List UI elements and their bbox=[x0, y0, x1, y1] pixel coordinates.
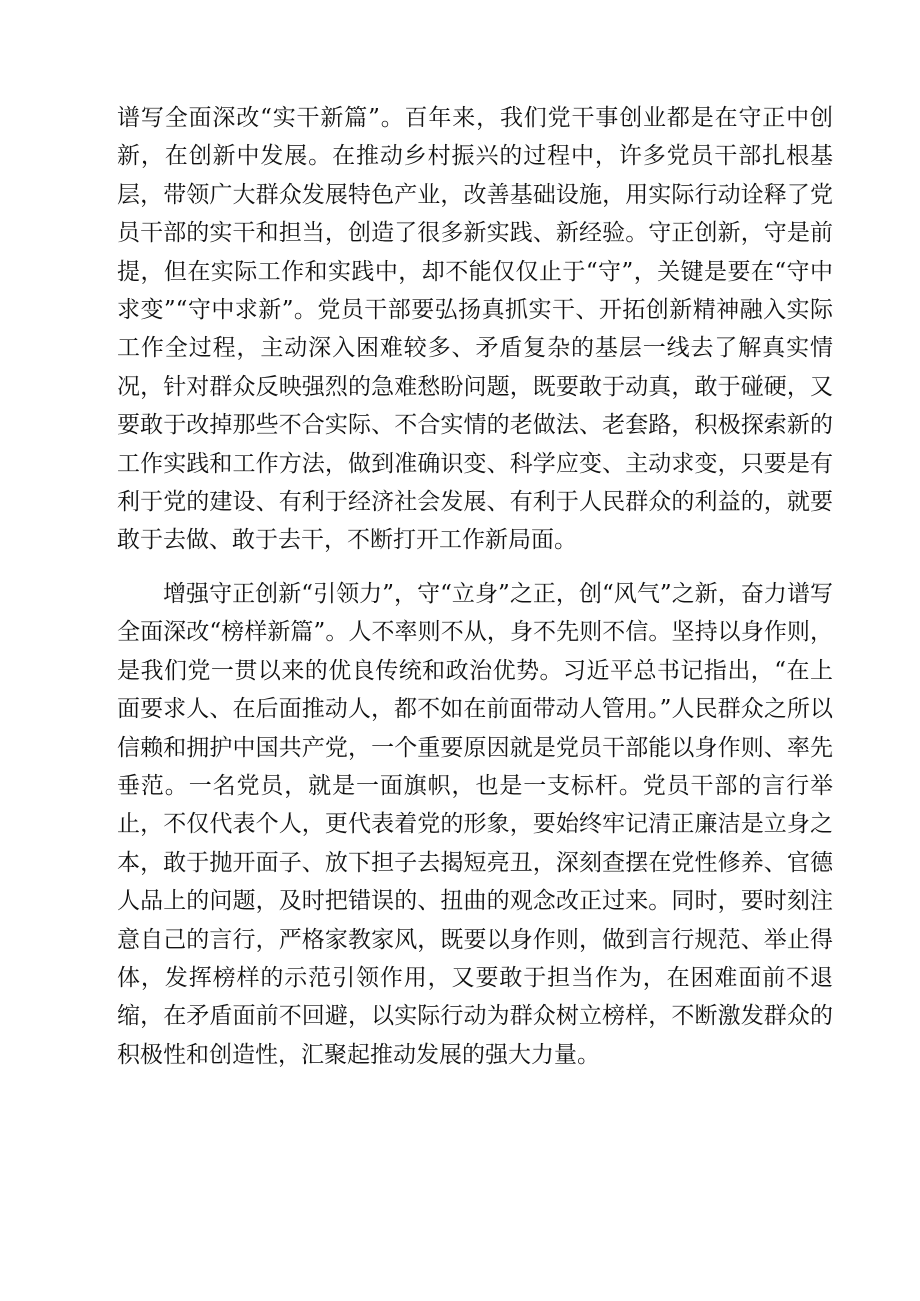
paragraph-2: 增强守正创新“引领力”，守“立身”之正，创“风气”之新，奋力谱写全面深改“榜样新篇”。人不率则不从，身不先则不信。坚持以身作则，是我们党一贯以来的优良传统和政治优势。习近平总书记指出，“在上面要求人、在后面推动人，都不如在前面带动人管用。”人民群众之所以信赖和拥护中国共产党，一个重要原因就是党员干部能以身作则、率先垂范。一名党员，就是一面旗帜，也是一支标杆。党员干部的言行举止，不仅代表个人，更代表着党的形象，要始终牢记清正廉洁是立身之本，敢于抛开面子、放下担子去揭短亮丑，深刻查摆在党性修养、官德人品上的问题，及时把错误的、扭曲的观念改正过来。同时，要时刻注意自己的言行，严格家教家风，既要以身作则，做到言行规范、举止得体，发挥榜样的示范引领作用，又要敢于担当作为，在困难面前不退缩，在矛盾面前不回避，以实际行动为群众树立榜样，不断激发群众的积极性和创造性，汇聚起推动发展的强大力量。 bbox=[117, 581, 833, 1068]
paragraph-1: 谱写全面深改“实干新篇”。百年来，我们党干事创业都是在守正中创新，在创新中发展。在推动乡村振兴的过程中，许多党员干部扎根基层，带领广大群众发展特色产业，改善基础设施，用实际行动诠释了党员干部的实干和担当，创造了很多新实践、新经验。守正创新，守是前提，但在实际工作和实践中，却不能仅仅止于“守”，关键是要在“守中求变”“守中求新”。党员干部要弘扬真抓实干、开拓创新精神融入实际工作全过程，主动深入困难较多、矛盾复杂的基层一线去了解真实情况，针对群众反映强烈的急难愁盼问题，既要敢于动真，敢于碰硬，又要敢于改掉那些不合实际、不合实情的老做法、老套路，积极探索新的工作实践和工作方法，做到准确识变、科学应变、主动求变，只要是有利于党的建设、有利于经济社会发展、有利于人民群众的利益的，就要敢于去做、敢于去干，不断打开工作新局面。 bbox=[117, 105, 833, 554]
